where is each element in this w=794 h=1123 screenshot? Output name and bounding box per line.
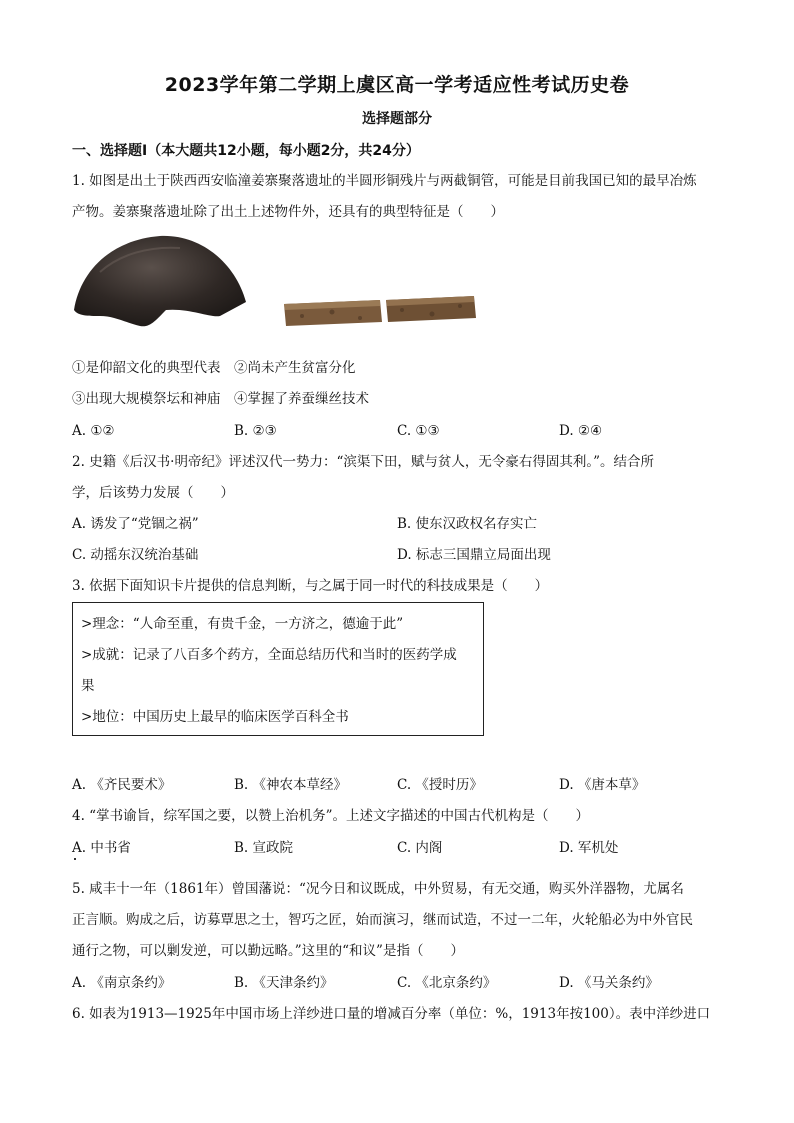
bronze-tubes-image: [282, 292, 478, 332]
q6-stem-line1: 6. 如表为1913—1925年中国市场上洋纱进口量的增减百分率（单位：%，1913年按100）。表中洋纱进口: [72, 1006, 711, 1022]
q3-options: [72, 775, 732, 795]
q4-option-a[interactable]: A. 中书省: [72, 840, 131, 856]
q4-option-d[interactable]: D. 军机处: [559, 840, 619, 856]
q2-options-row1: [72, 514, 732, 534]
card-line-achievement: >成就：记录了八百多个药方，全面总结历代和当时的医药学成: [81, 647, 457, 663]
q5-options: [72, 973, 732, 993]
q2-option-d[interactable]: D. 标志三国鼎立局面出现: [397, 547, 551, 563]
q5-option-c[interactable]: C. 《北京条约》: [397, 975, 497, 991]
q5-option-a[interactable]: A. 《南京条约》: [72, 975, 172, 991]
q2-stem-line2: 学，后该势力发展（ ）: [72, 485, 234, 501]
q5-option-d[interactable]: D. 《马关条约》: [559, 975, 659, 991]
q4-option-c[interactable]: C. 内阁: [397, 840, 443, 856]
q4-stem-line1: 4. “掌书谕旨，综军国之要，以赞上治机务”。上述文字描述的中国古代机构是（ ）: [72, 808, 589, 824]
q3-option-a[interactable]: A. 《齐民要术》: [72, 777, 172, 793]
section-heading: 一、选择题Ⅰ（本大题共12小题，每小题2分，共24分）: [72, 143, 420, 159]
q1-option-b[interactable]: B. ②③: [234, 423, 277, 439]
q2-stem-line1: 2. 史籍《后汉书·明帝纪》评述汉代一势力：“滨渠下田，赋与贫人，无令豪右得固其利。”。结合所: [72, 454, 655, 470]
q3-stem-line1: 3. 依据下面知识卡片提供的信息判断，与之属于同一时代的科技成果是（ ）: [72, 578, 549, 594]
q2-option-a[interactable]: A. 诱发了“党锢之祸”: [72, 516, 199, 532]
q3-option-c[interactable]: C. 《授时历》: [397, 777, 483, 793]
q2-option-c[interactable]: C. 动摇东汉统治基础: [72, 547, 199, 563]
bronze-fragment-image: [70, 232, 250, 332]
card-line-status: >地位：中国历史上最早的临床医学百科全书: [81, 709, 349, 725]
q1-statement-3-4: ③出现大规模祭坛和神庙 ④掌握了养蚕缫丝技术: [72, 391, 369, 407]
page-subtitle: 选择题部分: [362, 111, 432, 127]
q5-stem-line1: 5. 咸丰十一年（1861年）曾国藩说：“况今日和议既成，中外贸易，有无交通，购买外洋器物，尤属名: [72, 881, 684, 897]
q1-options: [72, 421, 732, 441]
q1-stem-line2: 产物。姜寨聚落遗址除了出土上述物件外，还具有的典型特征是（ ）: [72, 204, 504, 220]
q1-option-d[interactable]: D. ②④: [559, 423, 603, 439]
q5-option-b[interactable]: B. 《天津条约》: [234, 975, 334, 991]
q2-options-row2: [72, 545, 732, 565]
q4-option-b[interactable]: B. 宣政院: [234, 840, 294, 856]
q1-option-c[interactable]: C. ①③: [397, 423, 440, 439]
q3-option-b[interactable]: B. 《神农本草经》: [234, 777, 348, 793]
q4-options: [72, 838, 732, 858]
card-line-achievement-cont: 果: [81, 678, 95, 694]
stray-mark: [74, 858, 76, 860]
q1-stem-line1: 1. 如图是出土于陕西西安临潼姜寨聚落遗址的半圆形铜残片与两截铜管，可能是目前我国已知的最早冶炼: [72, 173, 697, 189]
q1-option-a[interactable]: A. ①②: [72, 423, 115, 439]
q5-stem-line3: 通行之物，可以剿发逆，可以勤远略。”这里的“和议”是指（ ）: [72, 943, 464, 959]
q3-option-d[interactable]: D. 《唐本草》: [559, 777, 646, 793]
q2-option-b[interactable]: B. 使东汉政权名存实亡: [397, 516, 538, 532]
q1-statement-1-2: ①是仰韶文化的典型代表 ②尚未产生贫富分化: [72, 360, 356, 376]
knowledge-card: [72, 602, 484, 736]
page-title: 2023学年第二学期上虞区高一学考适应性考试历史卷: [164, 74, 630, 96]
card-line-concept: >理念：“人命至重，有贵千金，一方济之，德逾于此”: [81, 616, 404, 632]
q5-stem-line2: 正言顺。购成之后，访募覃思之士，智巧之匠，始而演习，继而试造，不过一二年，火轮船必为中外官民: [72, 912, 693, 928]
